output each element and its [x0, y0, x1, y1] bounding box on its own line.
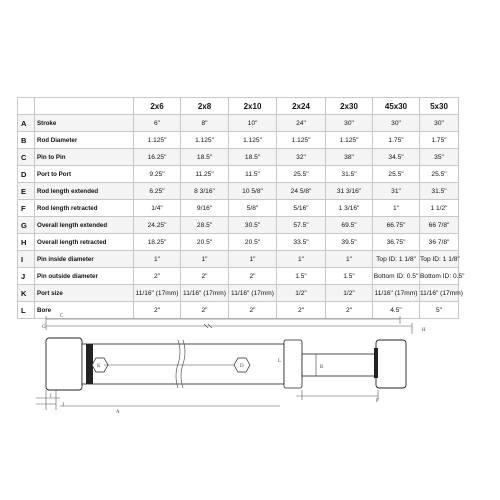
table-cell: 36 7/8" [420, 234, 459, 251]
row-letter: K [18, 285, 35, 302]
header-label [35, 98, 134, 115]
table-cell: 16.25" [134, 149, 181, 166]
cylinder-diagram [0, 310, 500, 420]
label-c: C [60, 314, 64, 319]
table-cell: 57.5" [277, 217, 326, 234]
table-cell: 24 5/8" [277, 183, 326, 200]
table-cell: 38" [326, 149, 373, 166]
table-cell: 8" [181, 115, 229, 132]
table-row [18, 268, 459, 285]
row-label: Port to Port [35, 166, 134, 183]
table-cell: Top ID: 1 1/8" [420, 251, 459, 268]
table-cell: 1" [277, 251, 326, 268]
table-cell: 11/16" (17mm) [134, 285, 181, 302]
table-cell: 9.25" [134, 166, 181, 183]
table-cell: 28.5" [181, 217, 229, 234]
row-letter: C [18, 149, 35, 166]
table-cell: 6" [134, 115, 181, 132]
front-port [234, 358, 250, 372]
table-cell: 2" [229, 302, 277, 319]
label-g: G [42, 325, 46, 330]
row-label: Rod length retracted [35, 200, 134, 217]
table-cell: 1" [134, 251, 181, 268]
table-cell: 1.75" [420, 132, 459, 149]
table-cell: 1.5" [326, 268, 373, 285]
table-cell: 6.25" [134, 183, 181, 200]
row-letter: I [18, 251, 35, 268]
table-cell: 31" [373, 183, 420, 200]
table-cell: 24.25" [134, 217, 181, 234]
table-cell: 1.125" [134, 132, 181, 149]
table-cell: 69.5" [326, 217, 373, 234]
rear-port-collar [86, 344, 93, 384]
cylinder-spec-table [17, 97, 465, 319]
row-label: Overall length retracted [35, 234, 134, 251]
header-2x30: 2x30 [326, 98, 373, 115]
table-cell: 2" [181, 302, 229, 319]
table-row [18, 183, 459, 200]
table-row [18, 132, 459, 149]
table-cell: 11/16" (17mm) [373, 285, 420, 302]
table-cell: 10 5/8" [229, 183, 277, 200]
table-cell: 11.5" [229, 166, 277, 183]
table-cell: 5" [420, 302, 459, 319]
table-row [18, 234, 459, 251]
row-letter: F [18, 200, 35, 217]
row-letter: J [18, 268, 35, 285]
header-2x10: 2x10 [229, 98, 277, 115]
table-cell: 1/2" [277, 285, 326, 302]
row-letter: H [18, 234, 35, 251]
table-cell: 35" [420, 149, 459, 166]
table-cell: 25.5" [277, 166, 326, 183]
row-letter: A [18, 115, 35, 132]
label-d: D [240, 364, 244, 369]
dimension-f [296, 390, 379, 404]
table-cell: 24" [277, 115, 326, 132]
row-label: Port size [35, 285, 134, 302]
table-cell: 18.25" [134, 234, 181, 251]
table-cell: 1" [326, 251, 373, 268]
table-cell: 1/4" [134, 200, 181, 217]
table-row [18, 251, 459, 268]
table-cell: 11/16" (17mm) [229, 285, 277, 302]
table-cell: 2" [134, 268, 181, 285]
label-l: L [278, 359, 282, 364]
table-row [18, 285, 459, 302]
table-cell: 30" [373, 115, 420, 132]
label-b: B [320, 365, 324, 370]
front-clevis [376, 340, 406, 388]
table-cell: 1 3/16" [326, 200, 373, 217]
label-i: I [50, 394, 52, 399]
row-label: Rod length extended [35, 183, 134, 200]
row-label: Pin inside diameter [35, 251, 134, 268]
table-cell: 1/2" [326, 285, 373, 302]
table-cell: 1.125" [326, 132, 373, 149]
table-cell: 1" [373, 200, 420, 217]
table-cell: 20.5" [181, 234, 229, 251]
label-a: A [116, 410, 120, 415]
table-cell: 20.5" [229, 234, 277, 251]
table-cell: 30" [326, 115, 373, 132]
table-cell: 1.75" [373, 132, 420, 149]
label-k: K [97, 364, 101, 369]
table-row [18, 200, 459, 217]
label-h: H [422, 328, 426, 333]
table-cell: 25.5" [420, 166, 459, 183]
dimension-g-h [42, 323, 426, 334]
row-letter: E [18, 183, 35, 200]
table-cell: 1.125" [229, 132, 277, 149]
table-cell: 31.5" [420, 183, 459, 200]
piston-rod [302, 354, 376, 376]
table-cell: 39.5" [326, 234, 373, 251]
table-cell: 1" [181, 251, 229, 268]
header-2x6: 2x6 [134, 98, 181, 115]
header-5x30: 5x30 [420, 98, 459, 115]
table-cell: 18.5" [229, 149, 277, 166]
table-header-row [18, 98, 459, 115]
table-cell: 32" [277, 149, 326, 166]
table-cell: 5/8" [229, 200, 277, 217]
header-2x24: 2x24 [277, 98, 326, 115]
table-cell: 30" [420, 115, 459, 132]
header-45x30: 45x30 [373, 98, 420, 115]
header-2x8: 2x8 [181, 98, 229, 115]
table-body [18, 115, 465, 319]
dimension-a [60, 406, 280, 415]
table-cell: 1" [229, 251, 277, 268]
table-row [18, 217, 459, 234]
row-label: Overall length extended [35, 217, 134, 234]
table-cell: 1.125" [181, 132, 229, 149]
row-letter: L [18, 302, 35, 319]
table-cell: 2" [181, 268, 229, 285]
table-cell: 1 1/2" [420, 200, 459, 217]
row-label: Pin outside diameter [35, 268, 134, 285]
table-cell: 10" [229, 115, 277, 132]
row-label: Pin to Pin [35, 149, 134, 166]
table-cell: 8 3/16" [181, 183, 229, 200]
table-cell: 2" [326, 302, 373, 319]
table-cell: 66 7/8" [420, 217, 459, 234]
table-row [18, 149, 459, 166]
table-cell: 30.5" [229, 217, 277, 234]
table-cell: 9/16" [181, 200, 229, 217]
gland [284, 340, 302, 388]
label-j: J [62, 403, 64, 408]
table-cell: Bottom ID: 0.5" [373, 268, 420, 285]
label-f: F [376, 399, 379, 404]
table-cell: 31 3/16" [326, 183, 373, 200]
table-cell: 36.75" [373, 234, 420, 251]
table-cell: 2" [229, 268, 277, 285]
table-row [18, 115, 459, 132]
table-cell: 66.75" [373, 217, 420, 234]
rear-cap [46, 338, 82, 390]
table-cell: 25.5" [373, 166, 420, 183]
table-cell: 5/16" [277, 200, 326, 217]
dimension-i-j [36, 390, 64, 410]
row-letter: G [18, 217, 35, 234]
table-cell: 2" [277, 302, 326, 319]
table-cell: 33.5" [277, 234, 326, 251]
table-cell: 4.5" [373, 302, 420, 319]
table-cell: 34.5" [373, 149, 420, 166]
dimension-c [46, 314, 400, 330]
row-letter: D [18, 166, 35, 183]
header-letter [18, 98, 35, 115]
table-cell: 18.5" [181, 149, 229, 166]
table-cell: Bottom ID: 0.5" [420, 268, 459, 285]
table-cell: 1.5" [277, 268, 326, 285]
table-cell: 31.5" [326, 166, 373, 183]
table-cell: 1.125" [277, 132, 326, 149]
table-cell: 11.25" [181, 166, 229, 183]
table-cell: 11/16" (17mm) [420, 285, 459, 302]
row-label: Stroke [35, 115, 134, 132]
row-letter: B [18, 132, 35, 149]
row-label: Rod Diameter [35, 132, 134, 149]
table-cell: Top ID: 1 1/8" [373, 251, 420, 268]
table-cell: 11/16" (17mm) [181, 285, 229, 302]
table-cell: 2" [134, 302, 181, 319]
table-row [18, 166, 459, 183]
row-label: Bore [35, 302, 134, 319]
